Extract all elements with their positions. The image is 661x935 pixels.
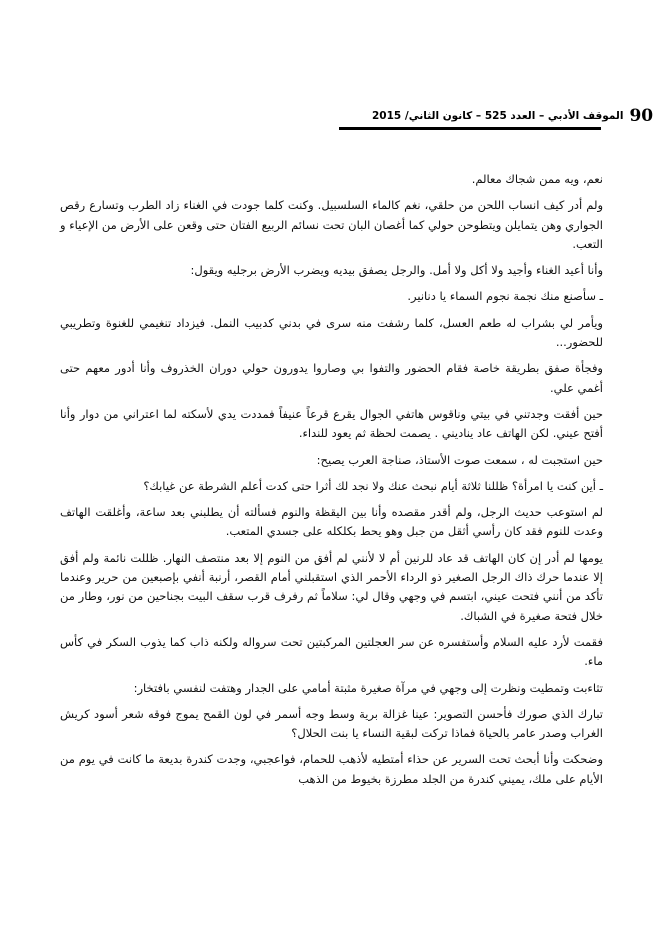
paragraph: تبارك الذي صورك فأحسن التصوير: عينا غزالة برية وسط وجه أسمر في لون القمح يموج فوقه شعر أسود كريش الغراب وصدر عامر بالحياة فماذا تركت لبقية النساء يا بنت الحلال؟	[60, 706, 603, 741]
page-header	[372, 106, 654, 126]
paragraph: وفجأة صفق بطريقة خاصة فقام الحضور والتفوا بي وصاروا يدورون حولي دوران الخذروف وأنا أدور معهم حتى أغمي علي.	[60, 361, 603, 395]
header-rule	[339, 127, 601, 130]
paragraph: وأنا أعيد الغناء وأجيد ولا أكل ولا أمل. والرجل يصفق بيديه ويضرب الأرض برجليه ويقول:	[190, 263, 603, 278]
paragraph: ولم أدر كيف انساب اللحن من حلقي، نغم كالماء السلسبيل. وكنت كلما جودت في الغناء زاد الطرب وتسارع رقص الجواري وهن يتمايلن ويتطوحن حولي كما أغصان البان تحت نسائم الربيع الفتان حتى وقعن على الأرض من الإعياء و التعب.	[60, 198, 603, 251]
article-body	[60, 170, 603, 796]
paragraph: حين أفقت وجدتني في بيتي وناقوس هاتفي الجوال يقرع قرعاً عنيفاً فمددت يدي لأسكته لما اعتراني من دوار وأنا أفتح عيني. لكن الهاتف عاد يناديني . يصمت لحظة ثم يعود للنداء.	[60, 406, 603, 441]
paragraph: ـ أين كنت يا امرأة؟ ظللنا ثلاثة أيام نبحث عنك ولا نجد لك أثرا حتى كدت أعلم الشرطة عن غيابك؟	[143, 478, 603, 493]
paragraph: وضحكت وأنا أبحث تحت السرير عن حذاء أمتطيه لأذهب للحمام، فواعجبي، وجدت كندرة بديعة ما كانت في يوم من الأيام على ملك، يميني كندرة من الجلد مطرزة بخيوط من الذهب	[60, 752, 603, 786]
paragraph: ـ سأصنع منك نجمة نجوم السماء يا دنانير.	[407, 289, 603, 304]
paragraph: فقمت لأرد عليه السلام وأستفسره عن سر العجلتين المركبتين تحت سرواله ولكنه ذاب كما يذوب السكر في كأس ماء.	[60, 634, 603, 669]
paragraph: يومها لم أدر إن كان الهاتف قد عاد للرنين أم لا لأنني لم أفق من النوم إلا بعد منتصف النهار. ظللت نائمة ولم أفق إلا عندما حرك ذاك الرجل الصغير ذو الرداء الأحمر الذي استقبلني أمام القصر، أرنبة أنفي بإصبعين من حرير وعندما تأكد من أنني فتحت عيني، ابتسم في وجهي وقال لي: سلاماً ثم رفرف قرب سقف البيت بجناحين من نور، وطار من خلال فتحة صغيرة في الشباك.	[60, 550, 603, 623]
paragraph: ويأمر لي بشراب له طعم العسل، كلما رشفت منه سرى في بدني كدبيب النمل. فيزداد تنغيمي للغنوة وتطريبي للحضور...	[60, 315, 603, 350]
paragraph: تثاءبت وتمطيت ونظرت إلى وجهي في مرآة صغيرة مثبتة أمامي على الجدار وهتفت لنفسي بافتخار:	[133, 680, 603, 695]
paragraph: حين استجبت له ، سمعت صوت الأستاذ، صناجة العرب يصيح:	[316, 452, 603, 467]
paragraph: نعم، ويه ممن شجاك معالم.	[471, 172, 603, 186]
page-number: 90	[629, 106, 654, 126]
journal-issue-info: الموقف الأدبي – العدد 525 – كانون الثاني/ 2015	[372, 110, 624, 122]
paragraph: لم استوعب حديث الرجل، ولم أقدر مقصده وأنا بين اليقظة والنوم فسألته أن يطلبني بعد ساعة، وأغلقت الهاتف وعدت للنوم فقد كان رأسي أثقل من جبل وهو يحط بكلكله على جسدي المتعب.	[60, 505, 603, 539]
